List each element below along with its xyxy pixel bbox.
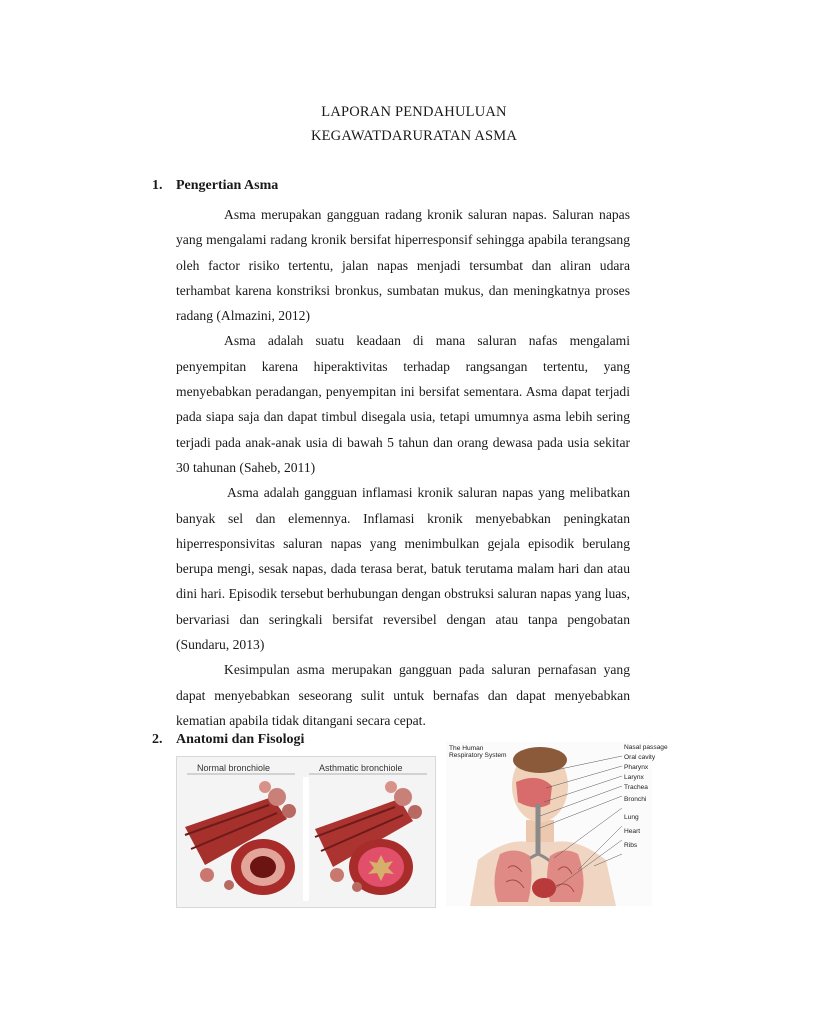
paragraph: Asma adalah suatu keadaan di mana saluran nafas mengalami penyempitan karena hiperaktivitas terhadap rangsangan tertentu, yang menyebabkan peradangan, penyempitan ini bersifat sementara. Asma dapat terjadi pada siapa saja dan dapat timbul disegala usia, tetapi umumnya asma lebih sering terjadi pada anak-anak usia di bawah 5 tahun dan orang dewasa pada usia sekitar 30 tahunan (Saheb, 2011) — [176, 333, 630, 475]
respiratory-system-title: The Human Respiratory System — [449, 745, 507, 760]
paragraph: Kesimpulan asma merupakan gangguan pada saluran pernafasan yang dapat menyebabkan seseorang sulit untuk bernafas dan dapat menyebabkan kematian apabila tidak ditangani secara cepat. — [176, 662, 630, 728]
respiratory-system-illustration — [446, 742, 652, 906]
label-heart: Heart — [624, 828, 641, 835]
paragraph: Asma adalah gangguan inflamasi kronik saluran napas yang melibatkan banyak sel dan elemennya. Inflamasi kronik menyebabkan peningkatan hiperresponsivitas saluran napas yang menimbulkan gejala episodik berulang berupa mengi, sesak napas, dada terasa berat, batuk terutama malam hari dan atau dini hari. Episodik tersebut berhubungan dengan obstruksi saluran napas yang luas, bervariasi dan seringkali bersifat reversibel dengan atau tanpa pengobatan (Sundaru, 2013) — [176, 485, 630, 653]
label-larynx: Larynx — [624, 774, 644, 781]
label-trachea: Trachea — [624, 784, 648, 791]
paragraph: Asma merupakan gangguan radang kronik saluran napas. Saluran napas yang mengalami radang kronik bersifat hiperresponsif sehingga apabila terangsang oleh factor risiko tertentu, jalan napas menjadi tersumbat dan aliran udara terhambat karena konstriksi bronkus, sumbatan mukus, dan meningkatnya proses radang (Almazini, 2012) — [176, 207, 630, 324]
respiratory-system-figure — [446, 742, 668, 906]
label-pharynx: Pharynx — [624, 764, 649, 771]
label-nasal-passage: Nasal passage — [624, 744, 668, 751]
document-title-line-2: KEGAWATDARURATAN ASMA — [310, 128, 518, 144]
section-number: 2. — [152, 732, 163, 747]
section-title: Pengertian Asma — [176, 178, 279, 193]
section-number: 1. — [152, 178, 163, 193]
bronchiole-illustration — [177, 757, 435, 907]
section-body-pengertian — [176, 202, 630, 733]
normal-bronchiole-image — [185, 781, 296, 895]
label-lung: Lung — [624, 814, 639, 821]
section-title: Anatomi dan Fisologi — [176, 732, 305, 747]
label-oral-cavity: Oral cavity — [624, 754, 656, 761]
bronchiole-comparison-figure — [176, 756, 436, 908]
document-title-line-1: LAPORAN PENDAHULUAN — [321, 104, 507, 120]
section-heading-anatomi — [152, 732, 304, 748]
asthmatic-bronchiole-image — [315, 781, 422, 895]
normal-bronchiole-caption: Normal bronchiole — [197, 763, 271, 773]
label-bronchi: Bronchi — [624, 796, 647, 803]
section-heading-pengertian — [152, 178, 278, 194]
label-ribs: Ribs — [624, 842, 638, 849]
asthmatic-bronchiole-caption: Asthmatic bronchiole — [319, 763, 403, 773]
